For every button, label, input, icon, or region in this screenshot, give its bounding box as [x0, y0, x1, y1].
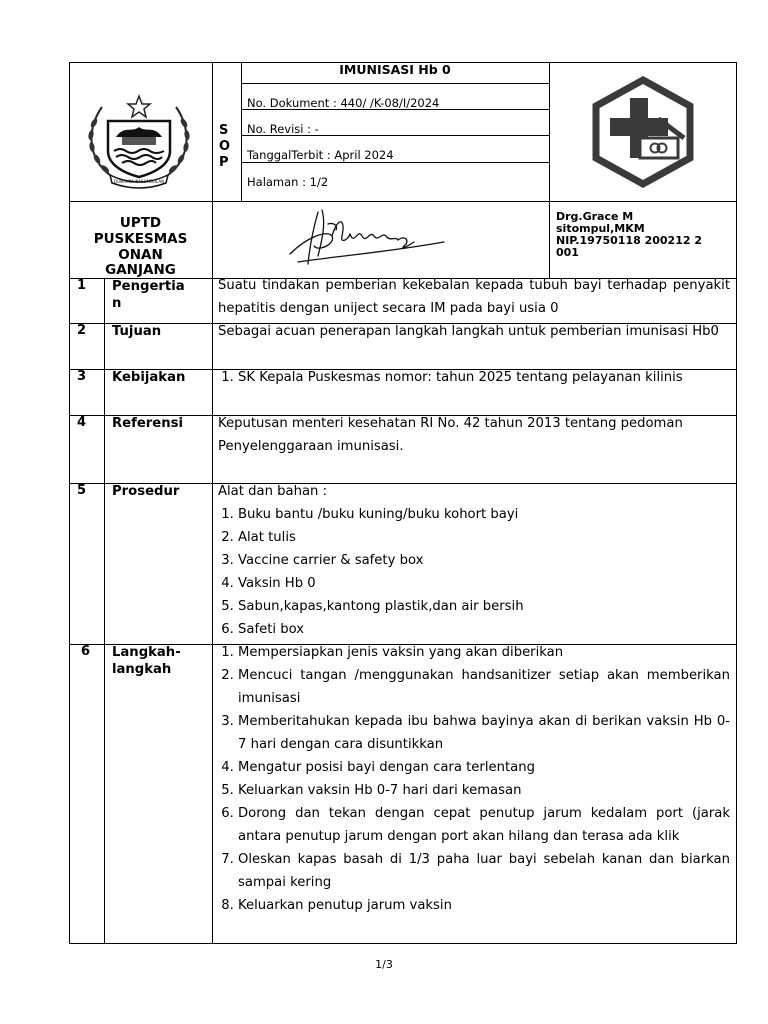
signer-line-1: Drg.Grace M — [556, 210, 634, 223]
sop-letter-s: S — [219, 123, 229, 138]
section-number: 5 — [77, 483, 87, 498]
list-intro: Alat dan bahan : — [218, 484, 328, 499]
list-item: 5. Keluarkan vaksin Hb 0-7 hari dari kemasan — [238, 779, 730, 802]
list-item: 2. Alat tulis — [238, 526, 730, 549]
list-item: 1. SK Kepala Puskesmas nomor: tahun 2025 tentang pelayanan kilinis — [238, 366, 730, 389]
org-line-4: GANJANG — [105, 262, 176, 278]
section-number: 2 — [77, 323, 87, 338]
section-number: 1 — [77, 278, 87, 293]
section-number: 6 — [81, 644, 91, 659]
text-line: Keputusan menteri kesehatan RI No. 42 tahun 2013 tentang pedoman — [218, 416, 683, 431]
section-label — [112, 323, 161, 340]
section-label-line: Langkah- — [112, 645, 181, 660]
list-item: 3. Vaccine carrier & safety box — [238, 549, 730, 572]
signer-line-2: sitompul,MKM — [556, 222, 645, 235]
section-text: Sebagai acuan penerapan langkah langkah untuk pemberian imunisasi Hb0 — [218, 324, 719, 339]
list-item: 6. Safeti box — [238, 618, 730, 641]
list-item: 8. Keluarkan penutup jarum vaksin — [238, 894, 730, 917]
section-number: 3 — [77, 369, 87, 384]
page-number: 1/3 — [375, 958, 393, 971]
org-line-1: UPTD — [119, 215, 162, 231]
list-item: 5. Sabun,kapas,kantong plastik,dan air bersih — [238, 595, 730, 618]
section-label — [112, 483, 179, 500]
section-label-line: Referensi — [112, 416, 183, 431]
section-label-line: langkah — [112, 662, 172, 677]
section-label — [112, 278, 210, 312]
section-text — [218, 412, 730, 458]
section-list — [218, 366, 730, 389]
signer-line-4: 001 — [556, 246, 579, 259]
section-label-line: Prosedur — [112, 484, 180, 499]
doc-page-count: Halaman : 1/2 — [247, 175, 329, 189]
section-text: Suatu tindakan pemberian kekebalan kepada tubuh bayi terhadap penyakit hepatitis dengan uniject secara IM pada bayi usia 0 — [218, 278, 730, 316]
org-line-3: ONAN — [118, 247, 163, 263]
list-item: 1. Buku bantu /buku kuning/buku kohort bayi — [238, 503, 730, 526]
list-item: 4. Mengatur posisi bayi dengan cara terlentang — [238, 756, 730, 779]
section-list — [218, 480, 730, 641]
list-item: 6. Dorong dan tekan dengan cepat penutup jarum kedalam port (jarak antara penutup jarum dengan port akan hilang dan terasa ada klik — [238, 802, 730, 848]
section-label — [112, 644, 181, 678]
doc-number: No. Dokument : 440/ /K-08/I/2024 — [247, 96, 440, 110]
doc-issue-date: TanggalTerbit : April 2024 — [247, 148, 394, 162]
list-item: 7. Oleskan kapas basah di 1/3 paha luar bayi sebelah kanan dan biarkan sampai kering — [238, 848, 730, 894]
section-number: 4 — [77, 415, 87, 430]
list-item: 4. Vaksin Hb 0 — [238, 572, 730, 595]
list-item: 3. Memberitahukan kepada ibu bahwa bayinya akan di berikan vaksin Hb 0-7 hari dengan cara disuntikkan — [238, 710, 730, 756]
section-list — [218, 641, 730, 917]
puskesmas-cross-house-icon — [588, 76, 698, 188]
org-line-2: PUSKESMAS — [93, 231, 188, 247]
regency-crest-icon — [80, 93, 198, 189]
text-line: Penyelenggaraan imunisasi. — [218, 439, 404, 454]
section-label-line: Kebijakan — [112, 370, 186, 385]
list-item: 1. Mempersiapkan jenis vaksin yang akan diberikan — [238, 641, 730, 664]
section-label-line: Pengertia — [112, 279, 185, 294]
signer-line-3: NIP.19750118 200212 2 — [556, 234, 702, 247]
doc-title: IMUNISASI Hb 0 — [339, 62, 451, 77]
list-item: 2. Mencuci tangan /menggunakan handsanitizer setiap akan memberikan imunisasi — [238, 664, 730, 710]
svg-text:DUMAKKA NASOMBOLAN: DUMAKKA NASOMBOLAN — [113, 179, 165, 184]
doc-revision: No. Revisi : - — [247, 122, 319, 136]
section-label-line: Tujuan — [112, 324, 162, 339]
section-label — [112, 415, 183, 432]
handwritten-signature-icon — [288, 206, 448, 270]
sop-letter-o: O — [219, 139, 231, 154]
section-label — [112, 369, 185, 386]
sop-letter-p: P — [219, 155, 229, 170]
section-label-line: n — [112, 296, 122, 311]
